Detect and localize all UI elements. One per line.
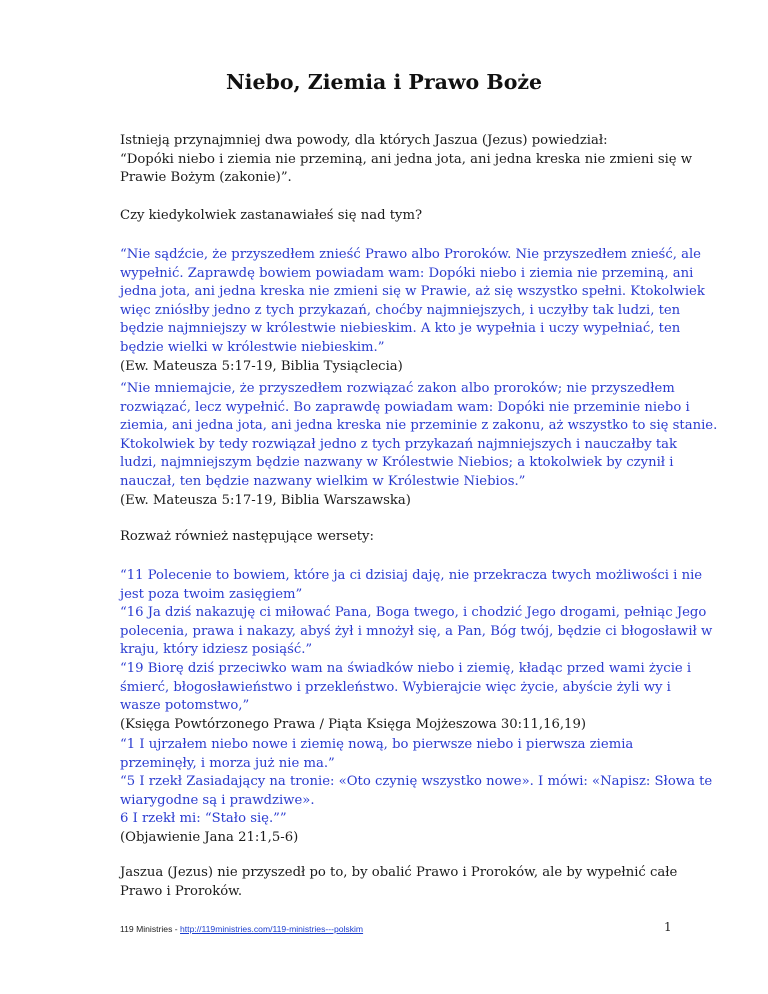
- footer-link[interactable]: http://119ministries.com/119-ministries---polskim: [180, 924, 364, 934]
- page-footer: [120, 924, 363, 934]
- document-title: Niebo, Ziemia i Prawo Boże: [225, 70, 543, 94]
- intro-line: Istnieją przynajmniej dwa powody, dla których Jaszua (Jezus) powiedział:: [120, 133, 608, 148]
- quote-line: “Nie sądźcie, że przyszedłem znieść Prawo albo Proroków. Nie przyszedłem znieść, ale: [120, 247, 701, 262]
- quote-reference: (Ew. Mateusza 5:17-19, Biblia Tysiąclecia): [120, 358, 403, 374]
- quote-revelation: [120, 736, 713, 848]
- quote-reference: (Ew. Mateusza 5:17-19, Biblia Warszawska): [120, 492, 411, 508]
- quote-line: rozwiązać, lecz wypełnić. Bo zaprawdę powiadam wam: Dopóki nie przeminie niebo i: [120, 399, 690, 415]
- quote-line: więc zniósłby jedno z tych przykazań, choćby najmniejszych, i uczyłby tak ludzi, ten: [120, 302, 681, 318]
- quote-line: wiarygodne są i prawdziwe».: [120, 792, 315, 808]
- quote-line: polecenia, prawa i nakazy, abyś żył i mnożył się, a Pan, Bóg twój, będzie ci błogosławił w: [120, 623, 713, 639]
- quote-deuteronomy: [120, 567, 713, 734]
- conclusion-paragraph: [120, 864, 680, 901]
- quote-line: 6 I rzekł mi: “Stało się.””: [120, 811, 287, 827]
- quote-line: “16 Ja dziś nakazuję ci miłować Pana, Boga twego, i chodzić Jego drogami, pełniąc Jego: [120, 605, 707, 621]
- quote-line: “Nie mniemajcie, że przyszedłem rozwiązać zakon albo proroków; nie przyszedłem: [120, 381, 675, 396]
- quote-line: śmierć, błogosławieństwo i przekleństwo. Wybierajcie więc życie, abyście żyli wy i: [120, 679, 671, 695]
- intro-line: Prawie Bożym (zakonie)”.: [120, 170, 292, 186]
- consider-text: Rozważ również następujące wersety:: [120, 529, 374, 544]
- quote-line: będzie najmniejszy w królestwie niebieskim. A kto je wypełnia i uczy wypełniać, ten: [120, 321, 681, 337]
- intro-line: “Dopóki niebo i ziemia nie przeminą, ani jedna jota, ani jedna kreska nie zmieni się w: [120, 151, 693, 167]
- quote-line: “11 Polecenie to bowiem, które ja ci dzisiaj daję, nie przekracza twych możliwości i nie: [120, 568, 703, 583]
- question-text: Czy kiedykolwiek zastanawiałeś się nad tym?: [120, 208, 423, 223]
- quote-line: wypełnić. Zaprawdę bowiem powiadam wam: Dopóki niebo i ziemia nie przeminą, ani: [120, 265, 694, 281]
- intro-paragraph: [120, 132, 693, 188]
- quote-line: ziemia, ani jedna jota, ani jedna kreska nie przeminie z zakonu, aż wszystko to się stanie.: [120, 418, 718, 434]
- quote-line: “5 I rzekł Zasiadający na tronie: «Oto czynię wszystko nowe». I mówi: «Napisz: Słowa te: [120, 774, 713, 790]
- quote-reference: (Księga Powtórzonego Prawa / Piąta Księga Mojżeszowa 30:11,16,19): [120, 716, 586, 732]
- quote-line: “19 Biorę dziś przeciwko wam na świadków niebo i ziemię, kładąc przed wami życie i: [120, 660, 692, 676]
- question-paragraph: [120, 207, 680, 226]
- quote-mateusz-tysiaclecia: [120, 246, 705, 376]
- conclusion-line: Jaszua (Jezus) nie przyszedł po to, by obalić Prawo i Proroków, ale by wypełnić całe: [120, 865, 678, 880]
- quote-mateusz-warszawska: [120, 380, 718, 510]
- quote-line: “1 I ujrzałem niebo nowe i ziemię nową, bo pierwsze niebo i pierwsza ziemia: [120, 737, 634, 752]
- quote-line: przeminęły, i morza już nie ma.”: [120, 755, 335, 771]
- quote-reference: (Objawienie Jana 21:1,5-6): [120, 829, 299, 845]
- quote-line: Ktokolwiek by tedy rozwiązał jedno z tych przykazań najmniejszych i nauczałby tak: [120, 436, 678, 452]
- quote-line: jedna jota, ani jedna kreska nie zmieni się w Prawie, aż się wszystko spełni. Ktokolwiek: [120, 284, 705, 300]
- quote-line: wasze potomstwo,”: [120, 698, 250, 714]
- quote-line: kraju, który idziesz posiąść.”: [120, 642, 313, 658]
- quote-line: będzie wielki w królestwie niebieskim.”: [120, 339, 385, 355]
- page-number: 1: [664, 920, 672, 934]
- quote-line: jest poza twoim zasięgiem”: [120, 586, 303, 602]
- consider-paragraph: [120, 528, 680, 547]
- conclusion-line: Prawo i Proroków.: [120, 883, 243, 899]
- footer-prefix: 119 Ministries -: [120, 924, 181, 934]
- quote-line: ludzi, najmniejszym będzie nazwany w Królestwie Niebios; a ktokolwiek by czynił i: [120, 455, 674, 471]
- quote-line: nauczał, ten będzie nazwany wielkim w Królestwie Niebios.”: [120, 473, 526, 489]
